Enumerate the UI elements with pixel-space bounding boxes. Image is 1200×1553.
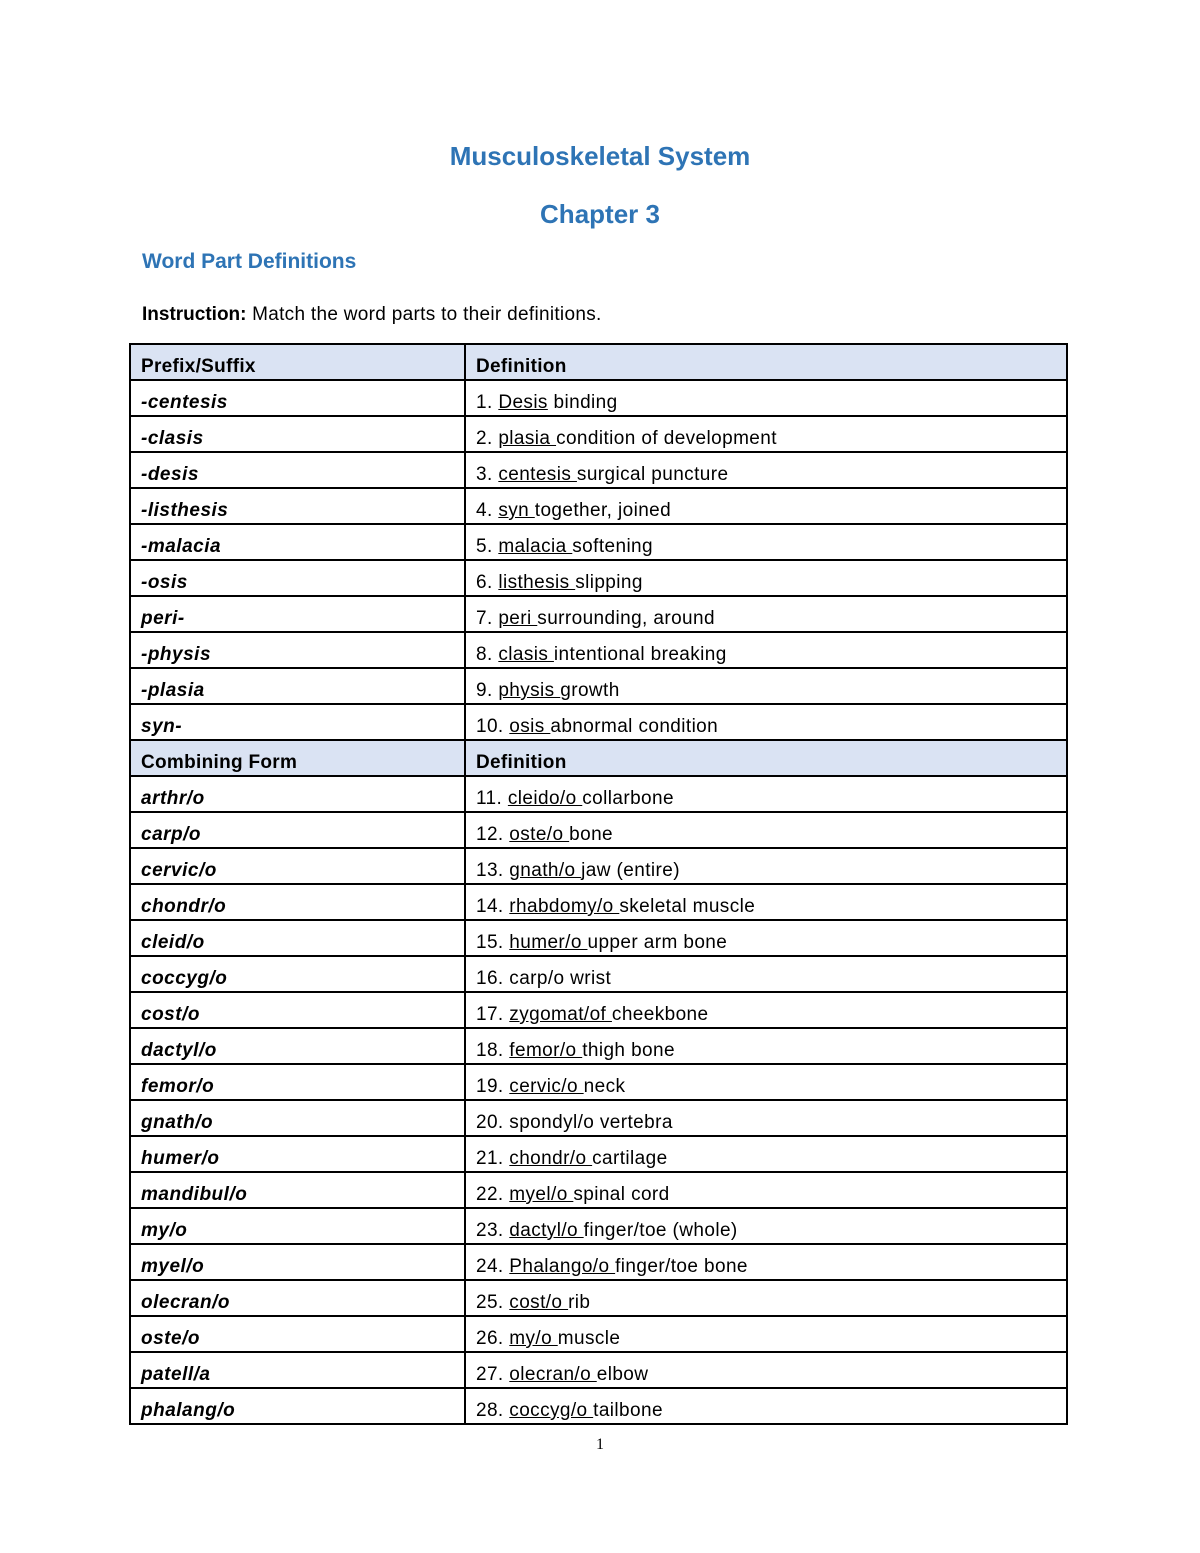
definition-text: slipping bbox=[575, 572, 643, 593]
table-row bbox=[130, 1028, 1067, 1064]
word-part-term: cleid/o bbox=[130, 920, 465, 956]
table-row bbox=[130, 524, 1067, 560]
table-row bbox=[130, 488, 1067, 524]
definition-text: finger/toe bone bbox=[615, 1256, 748, 1277]
word-part-table-body bbox=[130, 344, 1067, 1424]
word-part-term: olecran/o bbox=[130, 1280, 465, 1316]
definition-cell bbox=[465, 596, 1067, 632]
definition-cell bbox=[465, 668, 1067, 704]
answer-fill-in: rhabdomy/o bbox=[509, 896, 620, 917]
definition-cell bbox=[465, 1280, 1067, 1316]
item-number: 8. bbox=[476, 644, 499, 665]
definition-text: rib bbox=[568, 1292, 591, 1313]
column-header-term: Prefix/Suffix bbox=[130, 344, 465, 380]
item-number: 7. bbox=[476, 608, 499, 629]
table-row bbox=[130, 776, 1067, 812]
definition-text: tailbone bbox=[593, 1400, 663, 1421]
word-part-term: -physis bbox=[130, 632, 465, 668]
word-part-term: gnath/o bbox=[130, 1100, 465, 1136]
definition-text: neck bbox=[583, 1076, 626, 1097]
table-row bbox=[130, 1280, 1067, 1316]
item-number: 23. bbox=[476, 1220, 510, 1241]
definition-cell bbox=[465, 884, 1067, 920]
table-row bbox=[130, 704, 1067, 740]
definition-cell bbox=[465, 848, 1067, 884]
word-part-term: syn- bbox=[130, 704, 465, 740]
definition-cell bbox=[465, 380, 1067, 416]
answer-fill-in: centesis bbox=[498, 464, 577, 485]
definition-text: binding bbox=[547, 392, 618, 413]
chapter-heading: Chapter 3 bbox=[540, 199, 660, 229]
word-part-term: humer/o bbox=[130, 1136, 465, 1172]
table-row bbox=[130, 1316, 1067, 1352]
definition-cell bbox=[465, 1172, 1067, 1208]
table-row bbox=[130, 1100, 1067, 1136]
definition-text: together, joined bbox=[534, 500, 672, 521]
definition-cell bbox=[465, 560, 1067, 596]
answer-fill-in: dactyl/o bbox=[509, 1220, 584, 1241]
table-row bbox=[130, 452, 1067, 488]
item-number: 5. bbox=[476, 536, 499, 557]
instruction-label: Instruction: bbox=[142, 304, 247, 325]
word-part-term: mandibul/o bbox=[130, 1172, 465, 1208]
table-header-row bbox=[130, 740, 1067, 776]
word-part-term: cost/o bbox=[130, 992, 465, 1028]
answer-fill-in: Phalango/o bbox=[509, 1256, 616, 1277]
table-row bbox=[130, 1208, 1067, 1244]
table-header-row bbox=[130, 344, 1067, 380]
instruction bbox=[142, 304, 602, 326]
definition-text: growth bbox=[560, 680, 620, 701]
definition-cell bbox=[465, 416, 1067, 452]
item-number: 14. bbox=[476, 896, 510, 917]
item-number: 17. bbox=[476, 1004, 510, 1025]
definition-text: bone bbox=[569, 824, 614, 845]
table-row bbox=[130, 884, 1067, 920]
definition-text: finger/toe (whole) bbox=[583, 1220, 738, 1241]
document-title: Musculoskeletal System bbox=[449, 141, 751, 171]
definition-text: abnormal condition bbox=[550, 716, 719, 737]
item-number: 28. bbox=[476, 1400, 510, 1421]
word-part-term: -desis bbox=[130, 452, 465, 488]
table-row bbox=[130, 596, 1067, 632]
word-part-term: dactyl/o bbox=[130, 1028, 465, 1064]
definition-text: thigh bone bbox=[582, 1040, 675, 1061]
table-row bbox=[130, 1352, 1067, 1388]
word-part-term: coccyg/o bbox=[130, 956, 465, 992]
item-number: 20. bbox=[476, 1112, 510, 1133]
definition-cell bbox=[465, 1208, 1067, 1244]
answer-fill-in: osis bbox=[509, 716, 551, 737]
item-number: 11. bbox=[476, 788, 508, 809]
answer-fill-in: cervic/o bbox=[509, 1076, 584, 1097]
item-number: 26. bbox=[476, 1328, 510, 1349]
answer-fill-in: gnath/o bbox=[509, 860, 582, 881]
word-part-term: -plasia bbox=[130, 668, 465, 704]
item-number: 15. bbox=[476, 932, 510, 953]
definition-cell bbox=[465, 632, 1067, 668]
item-number: 25. bbox=[476, 1292, 510, 1313]
table-row bbox=[130, 560, 1067, 596]
table-row bbox=[130, 992, 1067, 1028]
item-number: 6. bbox=[476, 572, 499, 593]
page-number: 1 bbox=[596, 1436, 604, 1453]
word-part-term: oste/o bbox=[130, 1316, 465, 1352]
item-number: 16. bbox=[476, 968, 510, 989]
answer-fill-in: humer/o bbox=[509, 932, 588, 953]
definition-cell bbox=[465, 920, 1067, 956]
definition-cell bbox=[465, 524, 1067, 560]
table-row bbox=[130, 848, 1067, 884]
word-part-term: carp/o bbox=[130, 812, 465, 848]
word-part-term: -clasis bbox=[130, 416, 465, 452]
definition-cell bbox=[465, 1352, 1067, 1388]
item-number: 24. bbox=[476, 1256, 510, 1277]
item-number: 4. bbox=[476, 500, 499, 521]
word-part-term: -listhesis bbox=[130, 488, 465, 524]
word-part-term: cervic/o bbox=[130, 848, 465, 884]
column-header-definition: Definition bbox=[465, 344, 1067, 380]
word-part-term: patell/a bbox=[130, 1352, 465, 1388]
item-number: 12. bbox=[476, 824, 510, 845]
word-part-term: phalang/o bbox=[130, 1388, 465, 1424]
definition-text: elbow bbox=[596, 1364, 649, 1385]
column-header-definition: Definition bbox=[465, 740, 1067, 776]
definition-text: collarbone bbox=[582, 788, 674, 809]
table-row bbox=[130, 1388, 1067, 1424]
answer-fill-in: syn bbox=[498, 500, 535, 521]
answer-fill-in: zygomat/of bbox=[509, 1004, 612, 1025]
section-heading: Word Part Definitions bbox=[142, 250, 357, 273]
definition-cell bbox=[465, 1388, 1067, 1424]
table-row bbox=[130, 1064, 1067, 1100]
table-row bbox=[130, 380, 1067, 416]
word-part-table bbox=[129, 343, 1068, 1425]
word-part-term: peri- bbox=[130, 596, 465, 632]
definition-text: condition of development bbox=[556, 428, 777, 449]
answer-fill-in: cost/o bbox=[509, 1292, 569, 1313]
answer-fill-in: listhesis bbox=[498, 572, 576, 593]
item-number: 27. bbox=[476, 1364, 510, 1385]
instruction-text: Match the word parts to their definitions. bbox=[246, 304, 602, 325]
definition-text: spinal cord bbox=[573, 1184, 670, 1205]
item-number: 2. bbox=[476, 428, 499, 449]
definition-cell bbox=[465, 776, 1067, 812]
item-number: 13. bbox=[476, 860, 510, 881]
definition-text: cheekbone bbox=[611, 1004, 709, 1025]
table-row bbox=[130, 416, 1067, 452]
definition-cell bbox=[465, 992, 1067, 1028]
answer-fill-in: Desis bbox=[498, 392, 548, 413]
word-part-term: myel/o bbox=[130, 1244, 465, 1280]
table-row bbox=[130, 632, 1067, 668]
definition-text: intentional breaking bbox=[553, 644, 727, 665]
word-part-term: -osis bbox=[130, 560, 465, 596]
definition-cell bbox=[465, 1244, 1067, 1280]
definition-text: softening bbox=[572, 536, 653, 557]
definition-text: spondyl/o vertebra bbox=[509, 1112, 673, 1133]
word-part-term: -malacia bbox=[130, 524, 465, 560]
table-row bbox=[130, 812, 1067, 848]
definition-text: cartilage bbox=[592, 1148, 668, 1169]
item-number: 1. bbox=[476, 392, 499, 413]
definition-cell bbox=[465, 704, 1067, 740]
item-number: 10. bbox=[476, 716, 510, 737]
answer-fill-in: chondr/o bbox=[509, 1148, 593, 1169]
table-row bbox=[130, 1172, 1067, 1208]
table-row bbox=[130, 1244, 1067, 1280]
answer-fill-in: physis bbox=[498, 680, 561, 701]
definition-cell bbox=[465, 1136, 1067, 1172]
answer-fill-in: malacia bbox=[498, 536, 573, 557]
answer-fill-in: olecran/o bbox=[509, 1364, 597, 1385]
definition-cell bbox=[465, 488, 1067, 524]
word-part-term: arthr/o bbox=[130, 776, 465, 812]
answer-fill-in: plasia bbox=[498, 428, 557, 449]
answer-fill-in: myel/o bbox=[509, 1184, 574, 1205]
definition-text: carp/o wrist bbox=[509, 968, 612, 989]
definition-cell bbox=[465, 1316, 1067, 1352]
definition-text: muscle bbox=[557, 1328, 621, 1349]
answer-fill-in: cleido/o bbox=[507, 788, 583, 809]
answer-fill-in: my/o bbox=[509, 1328, 558, 1349]
definition-cell bbox=[465, 1064, 1067, 1100]
definition-cell bbox=[465, 1028, 1067, 1064]
definition-text: jaw (entire) bbox=[581, 860, 680, 881]
column-header-term: Combining Form bbox=[130, 740, 465, 776]
answer-fill-in: coccyg/o bbox=[509, 1400, 594, 1421]
item-number: 21. bbox=[476, 1148, 510, 1169]
item-number: 18. bbox=[476, 1040, 510, 1061]
table-row bbox=[130, 668, 1067, 704]
word-part-term: femor/o bbox=[130, 1064, 465, 1100]
definition-text: surrounding, around bbox=[537, 608, 715, 629]
definition-cell bbox=[465, 452, 1067, 488]
table-row bbox=[130, 956, 1067, 992]
item-number: 22. bbox=[476, 1184, 510, 1205]
word-part-term: my/o bbox=[130, 1208, 465, 1244]
item-number: 3. bbox=[476, 464, 499, 485]
definition-text: skeletal muscle bbox=[619, 896, 756, 917]
answer-fill-in: femor/o bbox=[509, 1040, 583, 1061]
definition-cell bbox=[465, 812, 1067, 848]
table-row bbox=[130, 920, 1067, 956]
item-number: 9. bbox=[476, 680, 499, 701]
definition-cell bbox=[465, 1100, 1067, 1136]
definition-cell bbox=[465, 956, 1067, 992]
word-part-term: chondr/o bbox=[130, 884, 465, 920]
table-row bbox=[130, 1136, 1067, 1172]
word-part-term: -centesis bbox=[130, 380, 465, 416]
definition-text: upper arm bone bbox=[587, 932, 728, 953]
answer-fill-in: oste/o bbox=[509, 824, 570, 845]
item-number: 19. bbox=[476, 1076, 510, 1097]
definition-text: surgical puncture bbox=[576, 464, 729, 485]
answer-fill-in: clasis bbox=[498, 644, 554, 665]
answer-fill-in: peri bbox=[498, 608, 538, 629]
